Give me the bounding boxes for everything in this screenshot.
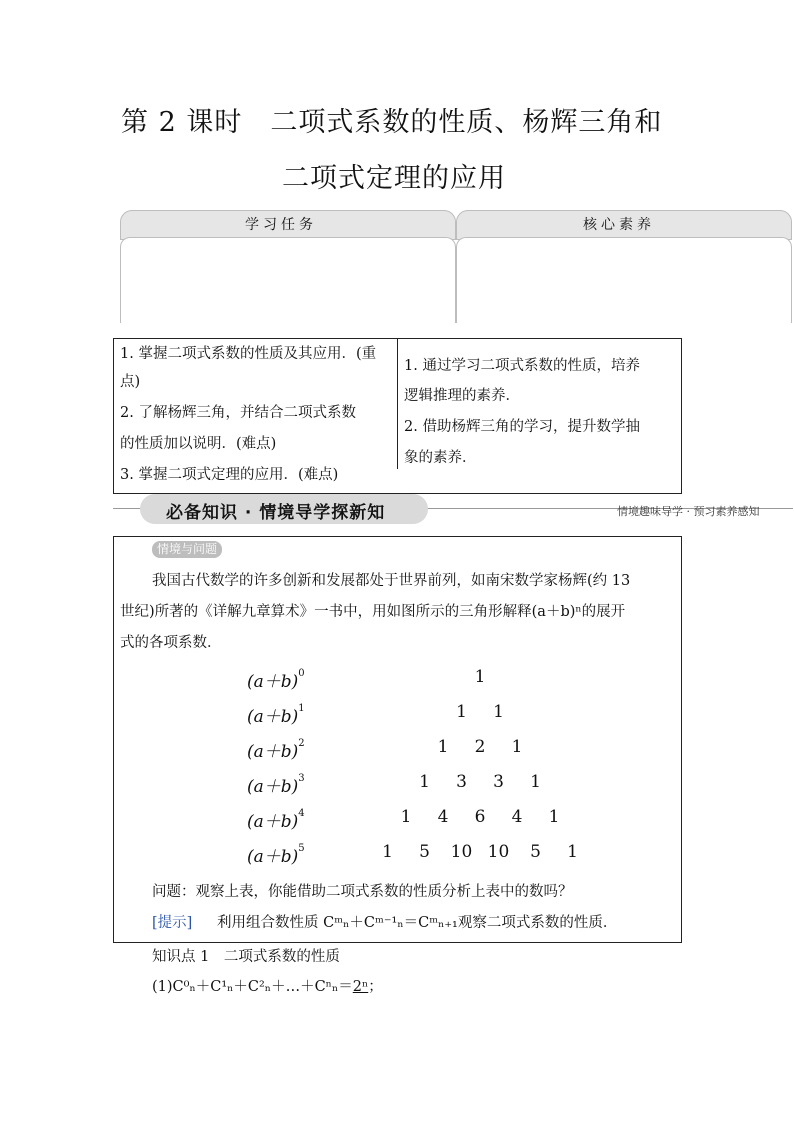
triangle-row-exponent: 2 — [298, 738, 305, 750]
context-paragraph-2: 世纪)所著的《详解九章算术》一书中，用如图所示的三角形解释(a＋b)ⁿ的展开 — [120, 604, 626, 620]
triangle-row-exponent: 3 — [298, 773, 305, 785]
triangle-row-exponent: 4 — [298, 808, 305, 820]
triangle-row-exponent: 5 — [298, 843, 305, 855]
objective-right-4: 象的素养． — [404, 450, 477, 466]
triangle-value: 1 — [419, 772, 430, 792]
triangle-row-label — [247, 772, 305, 797]
triangle-row-4 — [247, 807, 597, 837]
objective-left-4: 的性质加以说明．(难点) — [120, 436, 277, 452]
triangle-value: 5 — [419, 842, 430, 862]
triangle-row-label — [247, 842, 305, 867]
objective-right-2: 逻辑推理的素养． — [404, 388, 520, 404]
triangle-value: 1 — [437, 737, 449, 757]
triangle-row-5 — [247, 842, 597, 872]
triangle-value: 4 — [511, 807, 523, 827]
section-banner-subtitle: 情境趣味导学 · 预习素养感知 — [617, 505, 760, 518]
knowledge-heading: 知识点 1 二项式系数的性质 — [152, 949, 340, 965]
triangle-row-label — [247, 702, 305, 727]
triangle-row-label — [247, 807, 305, 832]
objective-right-1: 1. 通过学习二项式系数的性质，培养 — [404, 358, 640, 374]
page-title: 第 2 课时 二项式系数的性质、杨辉三角和 — [121, 107, 663, 138]
triangle-row-binomial: (a＋b) — [247, 777, 299, 797]
context-question: 问题：观察上表，你能借助二项式系数的性质分析上表中的数吗？ — [152, 884, 573, 900]
context-tag: 情境与问题 — [152, 541, 222, 558]
triangle-row-2 — [247, 737, 597, 767]
triangle-value: 1 — [400, 807, 412, 827]
triangle-value: 10 — [450, 842, 473, 862]
triangle-value: 3 — [493, 772, 504, 792]
knowledge-item-1-suffix: ； — [368, 979, 383, 995]
triangle-value: 1 — [474, 667, 486, 687]
triangle-value: 2 — [474, 737, 486, 757]
triangle-row-0 — [247, 667, 597, 697]
section-banner-title: 必备知识 · 情境导学探新知 — [166, 503, 386, 523]
triangle-value: 4 — [437, 807, 449, 827]
triangle-row-binomial: (a＋b) — [247, 707, 299, 727]
triangle-value: 1 — [456, 702, 467, 722]
triangle-value: 1 — [382, 842, 393, 862]
objective-left-3: 2. 了解杨辉三角，并结合二项式系数 — [120, 405, 356, 421]
triangle-row-binomial: (a＋b) — [247, 742, 299, 762]
triangle-value: 6 — [474, 807, 486, 827]
knowledge-item-1 — [152, 975, 383, 996]
triangle-value: 5 — [530, 842, 541, 862]
triangle-value: 1 — [493, 702, 504, 722]
header-body-right — [456, 237, 792, 323]
objective-right-3: 2. 借助杨辉三角的学习，提升数学抽 — [404, 419, 640, 435]
triangle-value: 1 — [548, 807, 560, 827]
objective-left-5: 3. 掌握二项式定理的应用．(难点) — [120, 467, 339, 483]
hint-text: 利用组合数性质 Cᵐₙ＋Cᵐ⁻¹ₙ＝Cᵐₙ₊₁观察二项式系数的性质． — [217, 915, 618, 931]
triangle-value: 1 — [567, 842, 578, 862]
triangle-row-binomial: (a＋b) — [247, 672, 299, 692]
objective-left-2: 点) — [120, 374, 141, 390]
objective-left-1: 1. 掌握二项式系数的性质及其应用．(重 — [120, 346, 377, 362]
core-literacy-label: 核心素养 — [583, 217, 655, 233]
triangle-value: 10 — [487, 842, 510, 862]
triangle-row-exponent: 1 — [298, 703, 305, 715]
triangle-row-3 — [247, 772, 597, 802]
knowledge-item-1-prefix: (1)C⁰ₙ＋C¹ₙ＋C²ₙ＋…＋Cⁿₙ＝ — [152, 979, 353, 995]
triangle-row-binomial: (a＋b) — [247, 847, 299, 867]
triangle-row-binomial: (a＋b) — [247, 812, 299, 832]
knowledge-item-1-answer: 2ⁿ — [352, 979, 369, 995]
context-paragraph-3: 式的各项系数． — [120, 635, 222, 651]
context-paragraph-1: 我国古代数学的许多创新和发展都处于世界前列，如南宋数学家杨辉(约 13 — [152, 573, 631, 589]
triangle-value: 3 — [456, 772, 467, 792]
page-subtitle: 二项式定理的应用 — [282, 163, 506, 194]
triangle-value: 1 — [530, 772, 541, 792]
triangle-value: 1 — [511, 737, 523, 757]
learning-tasks-label: 学习任务 — [245, 217, 317, 233]
triangle-row-exponent: 0 — [298, 668, 305, 680]
triangle-row-1 — [247, 702, 597, 732]
header-body-left — [120, 237, 456, 323]
triangle-row-label — [247, 667, 305, 692]
triangle-row-label — [247, 737, 305, 762]
objectives-table — [113, 338, 682, 494]
table-divider — [397, 339, 398, 469]
hint-label: [提示] — [152, 915, 193, 931]
